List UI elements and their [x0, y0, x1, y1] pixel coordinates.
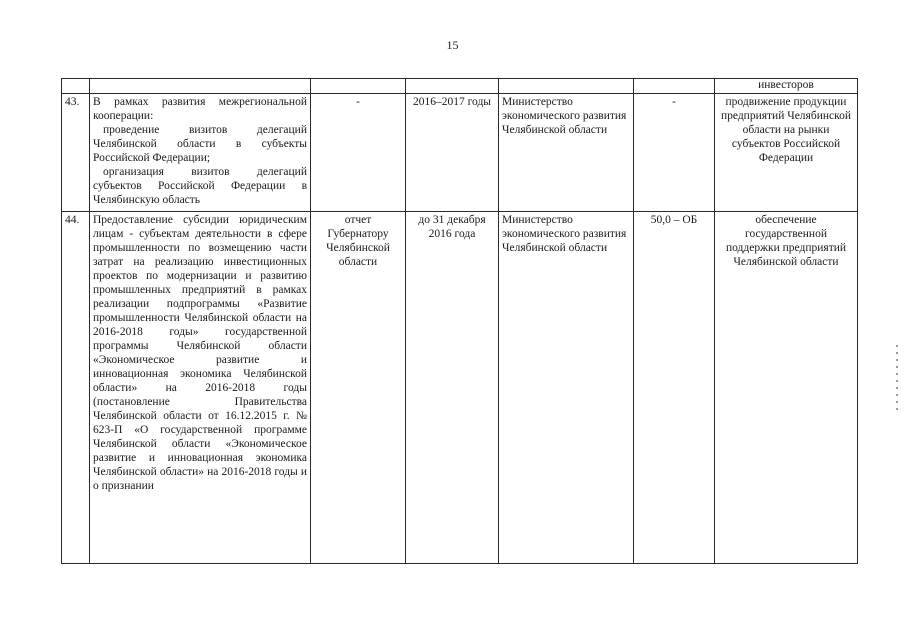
cell-executor — [499, 79, 634, 94]
executor: Министерство экономического развития Челябинской области — [499, 94, 634, 212]
table-row — [62, 94, 858, 212]
report-form: - — [311, 94, 406, 212]
report-form: отчет Губернатору Челябинской области — [311, 212, 406, 564]
deadline: 2016–2017 годы — [406, 94, 499, 212]
financing: 50,0 – ОБ — [634, 212, 715, 564]
financing: - — [634, 94, 715, 212]
measure-name-line: В рамках развития межрегиональной кооперации: — [93, 96, 307, 122]
cell-num — [62, 79, 90, 94]
cell-result: инвесторов — [715, 79, 858, 94]
measure-name-line: проведение визитов делегаций Челябинской области в субъекты Российской Федерации; — [93, 124, 307, 164]
expected-result: обеспечение государственной поддержки предприятий Челябинской области — [715, 212, 858, 564]
cell-name — [90, 79, 311, 94]
cell-form — [311, 79, 406, 94]
table-row-continuation — [62, 79, 858, 94]
measure-name-line: организация визитов делегаций субъектов Российской Федерации в Челябинскую область — [93, 166, 307, 206]
table-row — [62, 212, 858, 564]
scan-edge-marks — [896, 345, 898, 415]
deadline: до 31 декабря 2016 года — [406, 212, 499, 564]
cell-financing — [634, 79, 715, 94]
measure-name — [90, 94, 311, 212]
measures-table — [61, 78, 858, 564]
row-number: 44. — [62, 212, 90, 564]
page-number: 15 — [446, 38, 459, 52]
row-number: 43. — [62, 94, 90, 212]
measure-name: Предоставление субсидии юридическим лицам - субъектам деятельности в сфере промышленности по возмещению части затрат на реализацию инвестиционных проектов по модернизации и развитию промышленных предприятий в рамках реализации подпрограммы «Развитие промышленности Челябинской области на 2016-2018 годы» государственной программы Челябинской области «Экономическое развитие и инновационная экономика Челябинской области» на 2016-2018 годы (постановление Правительства Челябинской области от 16.12.2015 г. № 623-П «О государственной программе Челябинской области «Экономическое развитие и инновационная экономика Челябинской области» на 2016-2018 годы и о признании — [90, 212, 311, 564]
cell-term — [406, 79, 499, 94]
executor: Министерство экономического развития Челябинской области — [499, 212, 634, 564]
expected-result: продвижение продукции предприятий Челябинской области на рынки субъектов Российской Федерации — [715, 94, 858, 212]
